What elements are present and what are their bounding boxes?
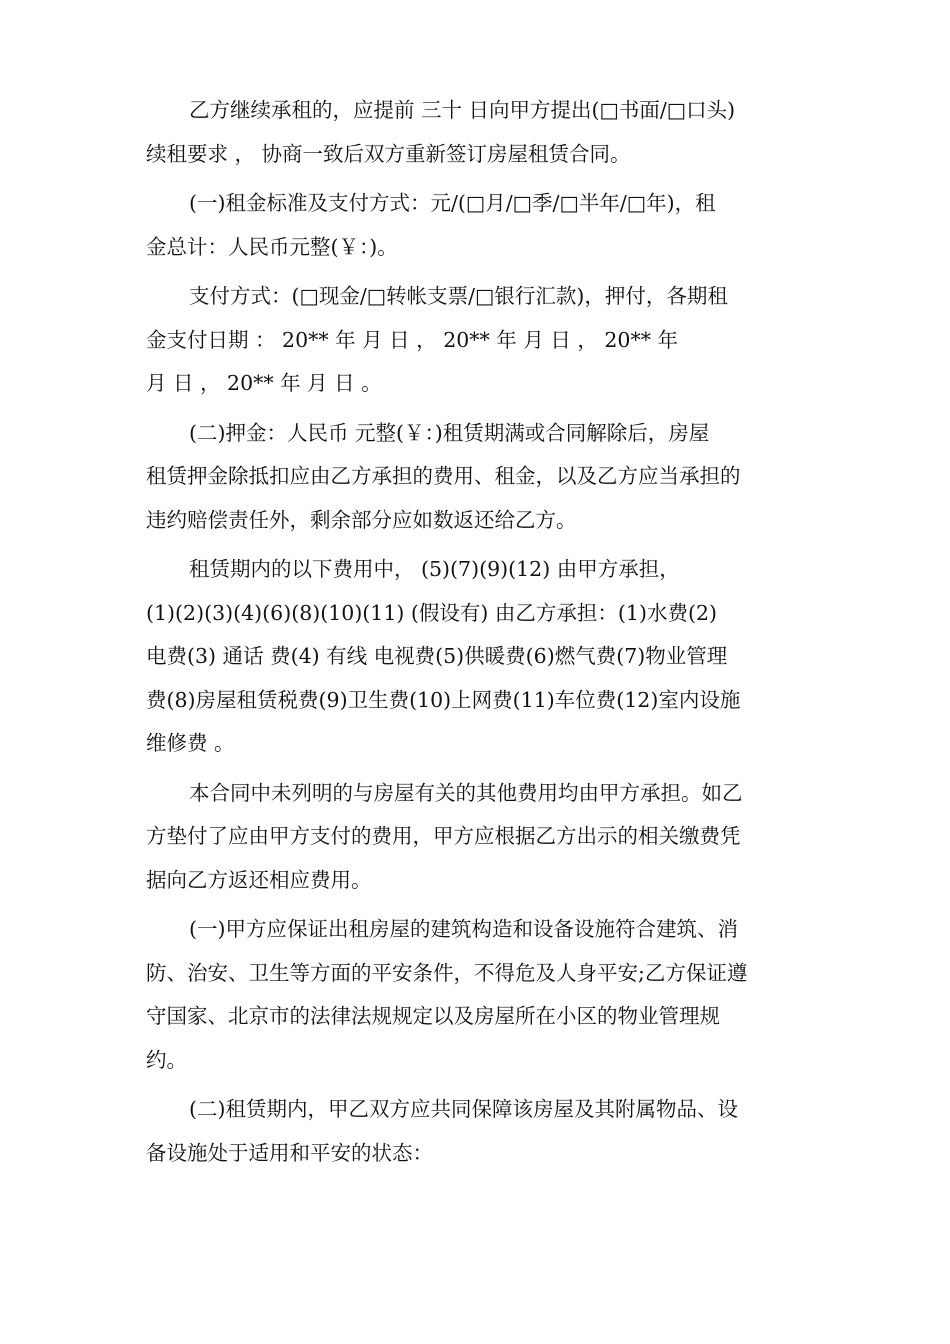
text-line: (1)(2)(3)(4)(6)(8)(10)(11) (假设有) 由乙方承担：(1)水费(2) xyxy=(146,600,717,625)
document-body xyxy=(146,89,806,1181)
text-line: 防、治安、卫生等方面的平安条件，不得危及人身平安;乙方保证遵 xyxy=(146,960,748,985)
text-line: (二)押金：人民币 元整(￥：)租赁期满或合同解除后，房屋 xyxy=(189,420,710,445)
text-line: 续租要求 ， 协商一致后双方重新签订房屋租赁合同。 xyxy=(146,141,631,166)
text-line: 费(8)房屋租赁税费(9)卫生费(10)上网费(11)车位费(12)室内设施 xyxy=(146,687,741,712)
text-line: 据向乙方返还相应费用。 xyxy=(146,867,372,892)
text-line: 支付方式：(□现金/□转帐支票/□银行汇款)，押付，各期租 xyxy=(189,284,728,308)
paragraph-maintenance xyxy=(146,1088,806,1175)
text-line: 电费(3) 通话 费(4) 有线 电视费(5)供暖费(6)燃气费(7)物业管理 xyxy=(146,644,728,668)
paragraph-fees xyxy=(146,548,806,766)
paragraph-rent-standard xyxy=(146,182,806,269)
text-line: 维修费 。 xyxy=(146,731,235,755)
paragraph-other-fees xyxy=(146,772,806,903)
text-line: 方垫付了应由甲方支付的费用，甲方应根据乙方出示的相关缴费凭 xyxy=(146,824,741,848)
text-line: (一)甲方应保证出租房屋的建筑构造和设备设施符合建筑、消 xyxy=(189,917,738,941)
text-line: 本合同中未列明的与房屋有关的其他费用均由甲方承担。如乙 xyxy=(189,780,743,805)
text-line: 守国家、北京市的法律法规规定以及房屋所在小区的物业管理规 xyxy=(146,1004,720,1028)
text-line: 备设施处于适用和平安的状态： xyxy=(146,1140,433,1165)
text-line: 月 日 ， 20** 年 月 日 。 xyxy=(146,371,382,395)
paragraph-renewal xyxy=(146,89,806,176)
paragraph-deposit xyxy=(146,412,806,543)
text-line: 金支付日期 ： 20** 年 月 日 ， 20** 年 月 日 ， 20** 年 xyxy=(146,327,678,352)
paragraph-safety-guarantee xyxy=(146,908,806,1082)
text-line: (二)租赁期内，甲乙双方应共同保障该房屋及其附属物品、设 xyxy=(189,1097,738,1121)
text-line: 乙方继续承租的，应提前 三十 日向甲方提出(□书面/□口头) xyxy=(189,98,736,122)
text-line: (一)租金标准及支付方式：元/(□月/□季/□半年/□年)，租 xyxy=(189,191,716,215)
paragraph-payment-method xyxy=(146,275,806,406)
text-line: 租赁期内的以下费用中， (5)(7)(9)(12) 由甲方承担， xyxy=(189,557,680,581)
text-line: 违约赔偿责任外，剩余部分应如数返还给乙方。 xyxy=(146,507,577,532)
text-line: 约。 xyxy=(146,1047,187,1072)
text-line: 金总计：人民币元整(￥：)。 xyxy=(146,234,398,259)
text-line: 租赁押金除抵扣应由乙方承担的费用、租金，以及乙方应当承担的 xyxy=(146,464,741,488)
